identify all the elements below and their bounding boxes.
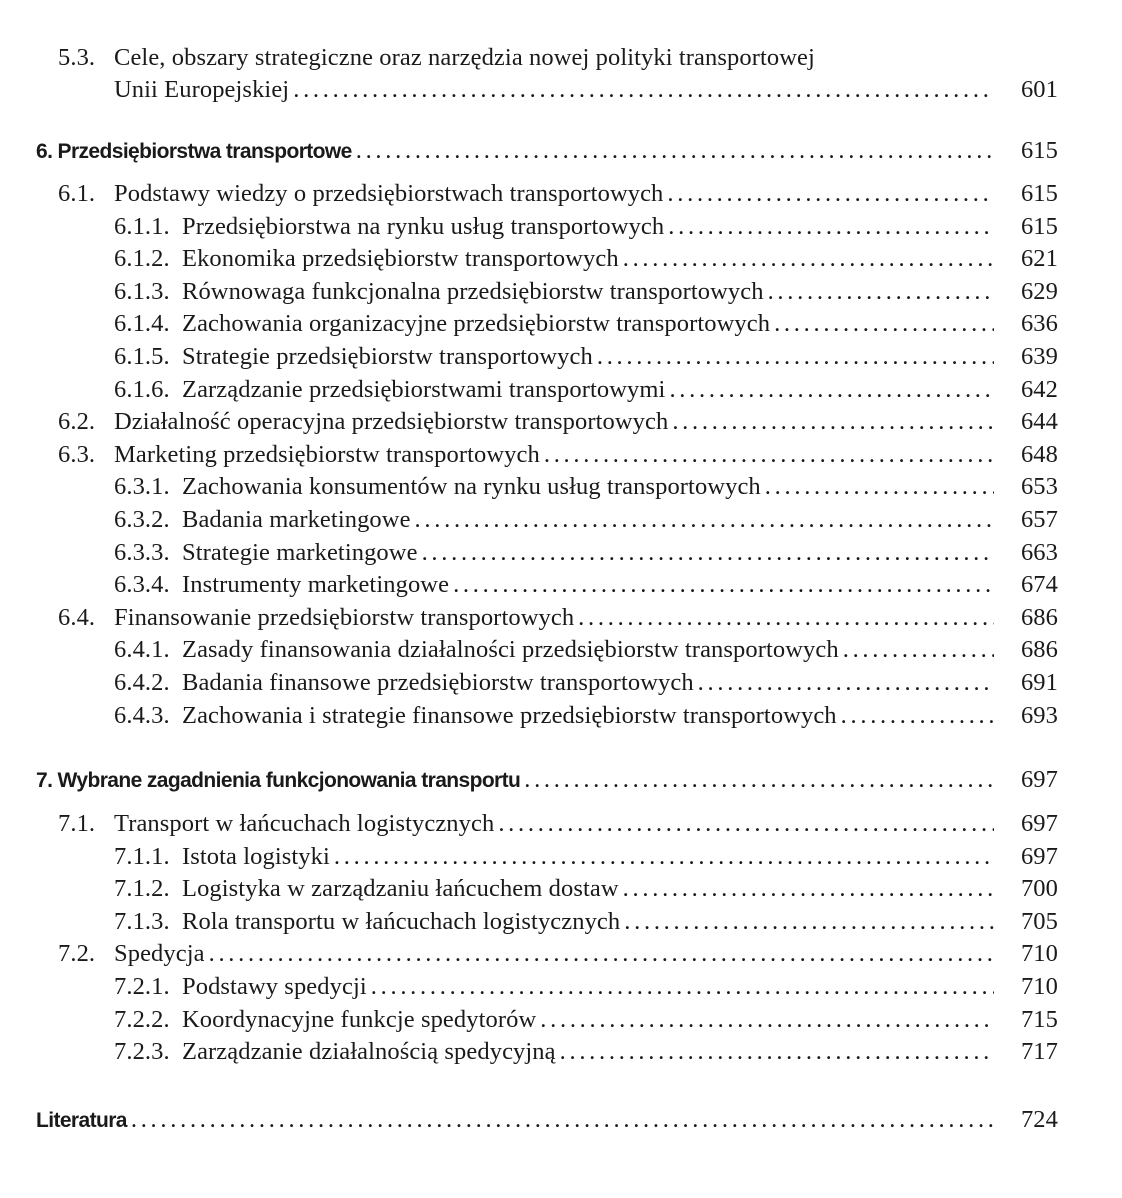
- entry-number: 7.1.3.: [114, 907, 170, 935]
- literatura-page-number: 724: [1020, 1106, 1058, 1133]
- dot-leader: [620, 906, 994, 938]
- entry-page-number: 717: [1020, 1038, 1058, 1066]
- entry-title: Zachowania konsumentów na rynku usług transportowych: [182, 473, 761, 501]
- entry-title: Zachowania i strategie finansowe przedsiębiorstw transportowych: [182, 701, 837, 729]
- entry-number: 7.1.1.: [114, 842, 170, 870]
- entry-page-number: 657: [1020, 506, 1058, 533]
- entry-number: 6.1.5.: [114, 343, 170, 370]
- entry-title: Ekonomika przedsiębiorstw transportowych: [182, 245, 619, 273]
- dot-leader: [330, 841, 994, 873]
- entry-page-number: 691: [1020, 669, 1058, 696]
- dot-leader: [449, 569, 994, 601]
- entry-page-number: 621: [1020, 245, 1058, 273]
- entry-title: Rola transportu w łańcuchach logistycznych: [182, 907, 621, 935]
- entry-number: 6.3.3.: [114, 538, 170, 566]
- entry-title: Logistyka w zarządzaniu łańcuchem dostaw: [182, 875, 619, 903]
- entry-title: Instrumenty marketingowe: [182, 571, 450, 599]
- entry-page-number: 715: [1020, 1005, 1058, 1033]
- dot-leader: [668, 406, 994, 438]
- entry-page-number: 653: [1020, 473, 1058, 501]
- entry-number: 6.3.1.: [114, 473, 170, 501]
- entry-number: 6.1.2.: [114, 245, 170, 273]
- entry-number: 6.4.: [58, 603, 96, 631]
- entry-title-line2: Unii Europejskiej: [114, 76, 290, 103]
- dot-leader: [536, 1004, 994, 1036]
- dot-leader: [837, 700, 994, 732]
- dot-leader: [764, 276, 994, 308]
- entry-number: 6.1.3.: [114, 277, 170, 305]
- dot-leader: [663, 178, 994, 210]
- dot-leader: [694, 667, 994, 699]
- entry-page-number: 601: [1020, 76, 1058, 103]
- entry-page-number: 674: [1020, 571, 1058, 599]
- dot-leader: [352, 135, 994, 167]
- dot-leader: [127, 1104, 994, 1136]
- entry-title: Finansowanie przedsiębiorstw transportowych: [114, 603, 575, 631]
- dot-leader: [665, 374, 994, 406]
- dot-leader: [540, 439, 994, 471]
- dot-leader: [619, 243, 994, 275]
- dot-leader: [418, 537, 994, 569]
- entry-number: 7.2.3.: [114, 1038, 170, 1066]
- dot-leader: [289, 74, 994, 106]
- entry-number: 6.4.1.: [114, 636, 170, 664]
- entry-number: 6.4.2.: [114, 669, 170, 696]
- entry-title: Zarządzanie działalnością spedycyjną: [182, 1038, 556, 1066]
- entry-number: 6.1.4.: [114, 310, 170, 338]
- entry-title: Zarządzanie przedsiębiorstwami transportowymi: [182, 375, 666, 403]
- entry-title: Istota logistyki: [182, 842, 330, 870]
- entry-title: Zachowania organizacyjne przedsiębiorstw transportowych: [182, 310, 771, 338]
- dot-leader: [367, 971, 994, 1003]
- entry-number: 6.2.: [58, 408, 96, 436]
- entry-number: 6.1.: [58, 180, 96, 207]
- entry-number: 5.3.: [58, 44, 96, 71]
- entry-number: 6.1.1.: [114, 212, 170, 240]
- entry-page-number: 644: [1020, 408, 1058, 436]
- entry-title: Podstawy wiedzy o przedsiębiorstwach transportowych: [114, 180, 664, 207]
- entry-title: Koordynacyjne funkcje spedytorów: [182, 1005, 537, 1033]
- entry-title: Przedsiębiorstwa na rynku usług transportowych: [182, 212, 665, 240]
- entry-title: Zasady finansowania działalności przedsiębiorstw transportowych: [182, 636, 839, 664]
- entry-number: 7.2.: [58, 940, 96, 968]
- entry-page-number: 686: [1020, 636, 1058, 664]
- entry-title: Podstawy spedycji: [182, 973, 367, 1000]
- entry-number: 6.3.2.: [114, 506, 170, 533]
- entry-number: 7.2.2.: [114, 1005, 170, 1033]
- entry-page-number: 700: [1020, 875, 1058, 903]
- dot-leader: [770, 308, 994, 340]
- chapter-title: 7. Wybrane zagadnienia funkcjonowania transportu: [36, 769, 521, 792]
- entry-title: Spedycja: [114, 940, 205, 968]
- chapter-page-number: 615: [1020, 137, 1058, 164]
- entry-page-number: 693: [1020, 701, 1058, 729]
- entry-number: 7.1.: [58, 810, 96, 837]
- entry-title: Transport w łańcuchach logistycznych: [114, 810, 495, 837]
- entry-title: Strategie przedsiębiorstw transportowych: [182, 343, 593, 370]
- entry-page-number: 615: [1020, 212, 1058, 240]
- entry-number: 6.1.6.: [114, 375, 170, 403]
- entry-number: 6.4.3.: [114, 701, 170, 729]
- dot-leader: [619, 873, 994, 905]
- dot-leader: [411, 504, 994, 536]
- dot-leader: [520, 764, 994, 796]
- entry-page-number: 710: [1020, 940, 1058, 968]
- entry-page-number: 663: [1020, 538, 1058, 566]
- entry-title: Równowaga funkcjonalna przedsiębiorstw transportowych: [182, 277, 764, 305]
- entry-page-number: 648: [1020, 440, 1058, 468]
- entry-page-number: 697: [1020, 810, 1058, 837]
- entry-page-number: 697: [1020, 842, 1058, 870]
- entry-page-number: 615: [1020, 180, 1058, 207]
- entry-page-number: 642: [1020, 375, 1058, 403]
- entry-number: 6.3.4.: [114, 571, 170, 599]
- chapter-page-number: 697: [1020, 766, 1058, 793]
- entry-number: 7.1.2.: [114, 875, 170, 903]
- entry-page-number: 710: [1020, 973, 1058, 1000]
- entry-number: 6.3.: [58, 440, 96, 468]
- entry-page-number: 686: [1020, 603, 1058, 631]
- chapter-title: 6. Przedsiębiorstwa transportowe: [36, 140, 352, 163]
- entry-page-number: 636: [1020, 310, 1058, 338]
- entry-title: Badania marketingowe: [182, 506, 411, 533]
- dot-leader: [593, 341, 994, 373]
- dot-leader: [494, 808, 994, 840]
- dot-leader: [664, 211, 994, 243]
- entry-title: Badania finansowe przedsiębiorstw transportowych: [182, 669, 694, 696]
- entry-title: Działalność operacyjna przedsiębiorstw transportowych: [114, 408, 669, 436]
- entry-title-line1: Cele, obszary strategiczne oraz narzędzia nowej polityki transportowej: [114, 44, 815, 71]
- entry-title: Strategie marketingowe: [182, 538, 418, 566]
- dot-leader: [839, 634, 994, 666]
- dot-leader: [205, 938, 994, 970]
- dot-leader: [761, 471, 994, 503]
- entry-page-number: 639: [1020, 343, 1058, 370]
- entry-title: Marketing przedsiębiorstw transportowych: [114, 440, 540, 468]
- dot-leader: [574, 602, 994, 634]
- entry-page-number: 705: [1020, 907, 1058, 935]
- entry-page-number: 629: [1020, 277, 1058, 305]
- literatura-title: Literatura: [36, 1109, 127, 1132]
- entry-number: 7.2.1.: [114, 973, 170, 1000]
- dot-leader: [556, 1036, 994, 1068]
